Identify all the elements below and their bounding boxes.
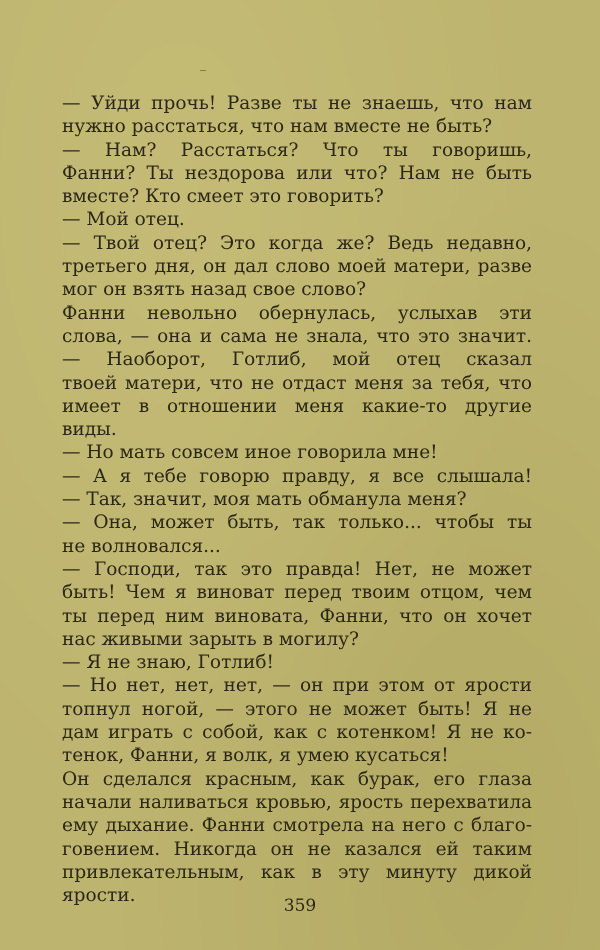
text-line: Он сделался красным, как бурак, его глаза (62, 768, 532, 790)
text-line: — Мой отец. (62, 209, 185, 231)
text-line: — Но нет, нет, нет, — он при этом от ярости (62, 675, 532, 697)
text-line: быть! Чем я виноват перед твоим отцом, чем (62, 582, 532, 604)
text-line: не волновался... (62, 535, 221, 557)
text-line: мог он взять назад свое слово? (62, 279, 367, 301)
text-line: ты перед ним виновата, Фанни, что он хочет (62, 605, 532, 627)
text-line: нас живыми зарыть в могилу? (62, 628, 359, 650)
ink-speck (200, 70, 206, 71)
text-line: начали наливаться кровью, ярость перехватила (62, 791, 532, 813)
text-line: тенок, Фанни, я волк, я умею кусаться! (62, 745, 449, 767)
text-line: третьего дня, он дал слово моей матери, разве (62, 256, 532, 278)
page-number: 359 (283, 896, 317, 916)
page-text (62, 92, 532, 907)
text-line: — Господи, так это правда! Нет, не может (62, 558, 532, 580)
text-line: дам играть с собой, как с котенком! Я не ко- (62, 722, 532, 744)
text-line: — А я тебе говорю правду, я все слышала! (62, 465, 532, 487)
text-line: вместе? Кто смеет это говорить? (62, 186, 384, 208)
text-line: говением. Никогда он не казался ей таким (62, 838, 532, 860)
text-line: — Твой отец? Это когда же? Ведь недавно, (62, 232, 532, 254)
text-line: — Наоборот, Готлиб, мой отец сказал (62, 349, 532, 371)
text-line: — Нам? Расстаться? Что ты говоришь, (62, 139, 532, 161)
text-line: ему дыхание. Фанни смотрела на него с благо- (62, 815, 532, 837)
text-line: слова, — она и сама не знала, что это значит. (62, 325, 532, 347)
text-line: Фанни? Ты нездорова или что? Нам не быть (62, 162, 532, 184)
text-line: — Но мать совсем иное говорила мне! (62, 442, 438, 464)
text-line: имеет в отношении меня какие-то другие (62, 395, 532, 417)
text-line: — Так, значит, моя мать обманула меня? (62, 489, 467, 511)
text-line: привлекательным, как в эту минуту дикой (62, 861, 532, 883)
text-line: нужно расстаться, что нам вместе не быть? (62, 116, 493, 138)
text-line: ярости. (62, 885, 136, 907)
text-line: топнул ногой, — этого не может быть! Я не (62, 698, 532, 720)
text-line: — Я не знаю, Готлиб! (62, 652, 274, 674)
text-line: — Она, может быть, так только... чтобы ты (62, 512, 532, 534)
text-line: виды. (62, 419, 117, 441)
text-line: — Уйди прочь! Разве ты не знаешь, что нам (62, 93, 532, 114)
text-line: твоей матери, что не отдаст меня за тебя, что (62, 372, 532, 394)
text-line: Фанни невольно обернулась, услыхав эти (62, 302, 532, 324)
